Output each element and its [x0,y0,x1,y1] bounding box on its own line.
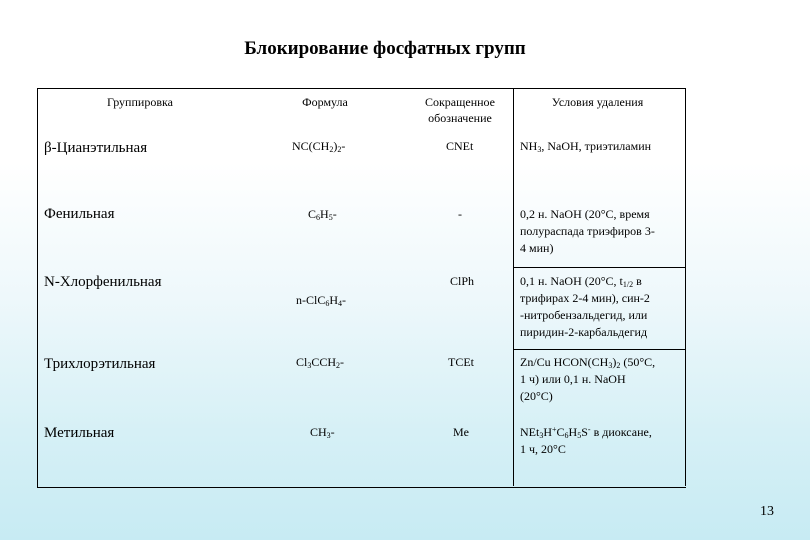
column-divider [685,88,686,486]
row-4-formula: $Cl_3CCH_2-$ [296,355,345,370]
row-4-group: Трихлорэтильная [44,356,156,372]
row-1-abbreviation: CNEt [446,139,474,153]
row-2-formula: $C_6H_5-$ [308,207,337,222]
column-divider [513,88,514,486]
row-3-formula: $n-ClC_6H_4-$ [296,293,347,308]
header-abbreviation: Сокращенное обозначение [424,95,496,125]
row-5-abbreviation: Me [453,425,469,439]
row-1-conditions: $NH_3$, NaOH, триэтиламин [520,139,652,154]
row-2-group: Фенильная [44,206,115,222]
page-number: 13 [760,504,774,519]
header-group: Группировка [107,95,173,109]
row-4-conditions: Zn/Cu $HCON(CH_3)_2$ (50°C, 1 ч) или 0,1 н. NaOH (20°C) [520,355,656,403]
row-divider [513,349,685,350]
row-3-abbreviation: ClPh [450,274,475,288]
row-3-group: N-Хлорфенильная [44,274,162,290]
header-conditions: Условия удаления [551,95,644,109]
slide-title: Блокирование фосфатных групп [244,38,526,59]
row-1-group: β-Цианэтильная [44,140,148,156]
row-5-formula: $CH_3-$ [310,425,335,440]
row-2-conditions: 0,2 н. NaOH (20°С, время полураспада триэфиров 3- 4 мин) [520,207,655,255]
row-3-conditions: 0,1 н. NaOH (20°С, $t_{1/2}$ в трифирах 2-4 мин), син-2 -нитробензальдегид, или пиридин-2-карбальдегид [520,274,650,339]
row-5-group: Метильная [44,425,115,441]
row-2-abbreviation: - [458,207,462,221]
row-5-conditions: $NEt_3H^+C_6H_5S^-$ в диоксане, 1 ч, 20°С [520,425,652,456]
row-1-formula: $NC(CH_2)_2-$ [292,139,346,154]
row-divider [513,267,685,268]
header-formula: Формула [302,95,348,109]
row-4-abbreviation: TCEt [448,355,474,369]
